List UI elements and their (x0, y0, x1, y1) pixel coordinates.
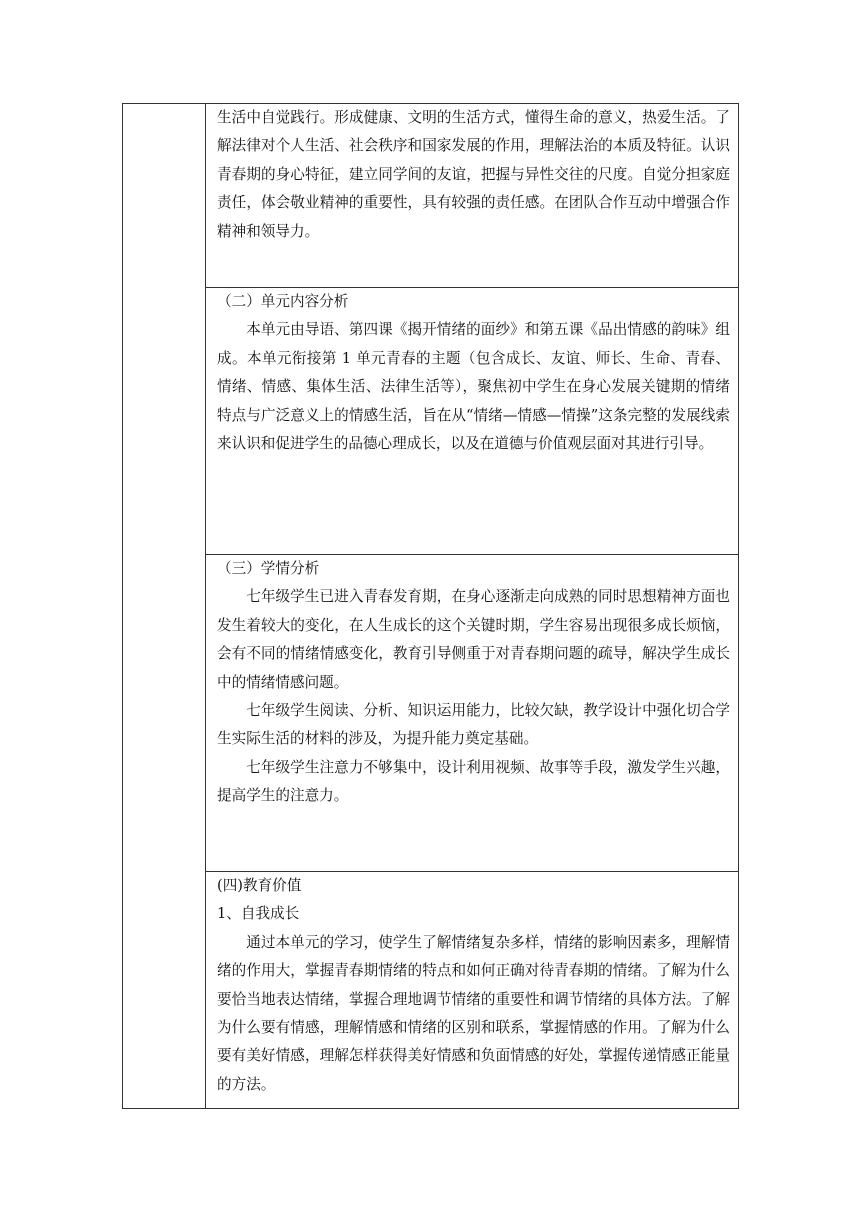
learner-analysis-heading: （三）学情分析 (217, 560, 320, 577)
table-row (123, 288, 739, 555)
continued-objectives-cell (206, 104, 739, 288)
self-growth-subheading: 1、自我成长 (217, 905, 300, 923)
table-row (123, 555, 739, 872)
table-row (123, 104, 739, 288)
educational-value-cell (206, 872, 739, 1109)
table-row (123, 872, 739, 1109)
learner-analysis-paragraph-3: 七年级学生注意力不够集中，设计利用视频、故事等手段，激发学生兴趣，提高学生的注意力。 (217, 758, 730, 805)
left-label-cell (123, 104, 206, 1109)
lesson-plan-table (122, 103, 739, 1109)
learner-analysis-paragraph-2: 七年级学生阅读、分析、知识运用能力，比较欠缺，教学设计中强化切合学生实际生活的材料的涉及，为提升能力奠定基础。 (217, 702, 730, 748)
educational-value-paragraph: 通过本单元的学习，使学生了解情绪复杂多样，情绪的影响因素多，理解情绪的作用大，掌握青春期情绪的特点和如何正确对待青春期的情绪。了解为什么要恰当地表达情绪，掌握合理地调节情绪的重要性和调节情绪的具体方法。了解为什么要有情感，理解情感和情绪的区别和联系，掌握情感的作用。了解为什么要有美好情感，理解怎样获得美好情感和负面情感的好处，掌握传递情感正能量的方法。 (217, 933, 730, 1093)
learner-analysis-cell (206, 555, 739, 872)
continued-objectives-text: 生活中自觉践行。形成健康、文明的生活方式，懂得生命的意义，热爱生活。了解法律对个人生活、社会秩序和国家发展的作用，理解法治的本质及特征。认识青春期的身心特征，建立同学间的友谊，把握与异性交往的尺度。自觉分担家庭责任，体会敬业精神的重要性，具有较强的责任感。在团队合作互动中增强合作精神和领导力。 (217, 109, 730, 240)
content-analysis-heading: （二）单元内容分析 (217, 293, 349, 310)
content-analysis-paragraph: 本单元由导语、第四课《揭开情绪的面纱》和第五课《品出情感的韵味》组成。本单元衔接第 1 单元青春的主题（包含成长、友谊、师长、生命、青春、情绪、情感、集体生活、法律生活等），聚焦初中学生在身心发展关键期的情绪特点与广泛意义上的情感生活，旨在从“情绪—情感—情操”这条完整的发展线索来认识和促进学生的品德心理成长，以及在道德与价值观层面对其进行引导。 (217, 321, 730, 453)
learner-analysis-paragraph-1: 七年级学生已进入青春发育期，在身心逐渐走向成熟的同时思想精神方面也发生着较大的变化，在人生成长的这个关键时期，学生容易出现很多成长烦恼，会有不同的情绪情感变化，教育引导侧重于对青春期问题的疏导，解决学生成长中的情绪情感问题。 (217, 588, 730, 691)
educational-value-heading: (四)教育价值 (217, 877, 302, 894)
content-analysis-cell (206, 288, 739, 555)
